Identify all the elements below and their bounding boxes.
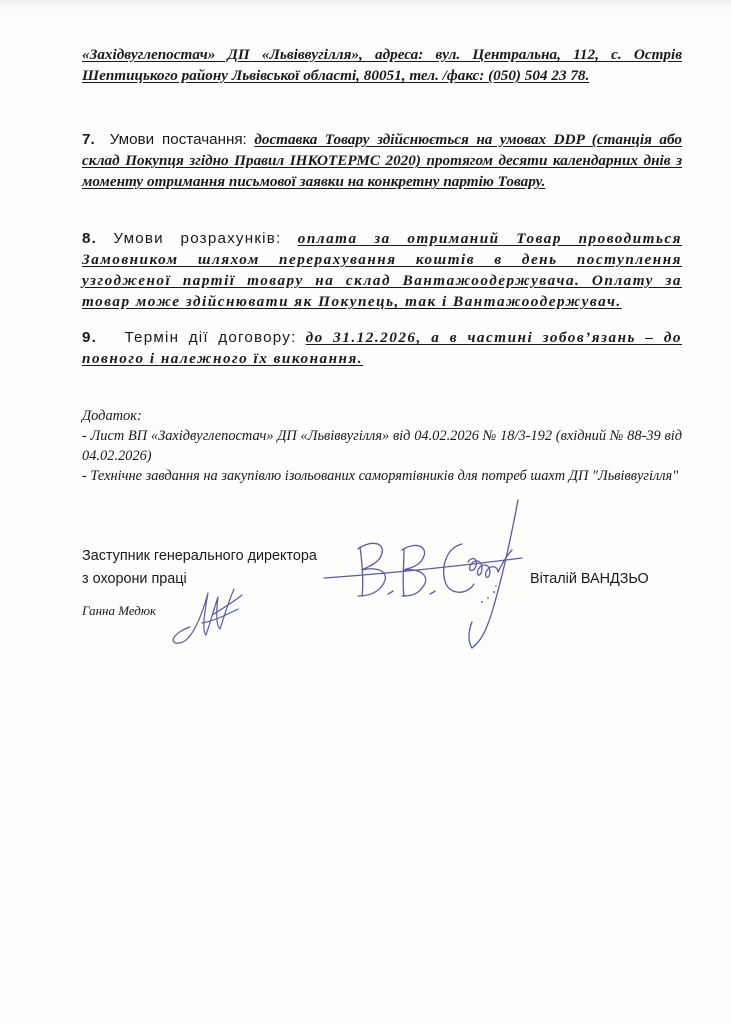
attachment-item-letter: - Лист ВП «Західвуглепостач» ДП «Львіввугілля» від 04.02.2026 № 18/3-192 (вхідний № 88-39 від 04.02.2026): [82, 428, 682, 464]
payment-terms-paragraph: [82, 228, 682, 312]
item-label: Умови розрахунків:: [113, 230, 282, 247]
contract-term-text: до 31.12.2026, а в частині зобов’язань – до повного і належного їх виконання.: [82, 329, 682, 367]
director-signature-icon: [322, 492, 532, 652]
item-label: Термін дії договору:: [124, 329, 297, 346]
document-author-name: Ганна Медюк: [82, 603, 157, 618]
contract-term-paragraph: [82, 327, 682, 369]
attachment-item-technical-spec: - Технічне завдання на закупівлю ізольованих саморятівників для потреб шахт ДП "Львіввугілля": [82, 468, 679, 484]
supplier-address-paragraph: [82, 44, 682, 86]
supplier-address-text: «Західвуглепостач» ДП «Львіввугілля», адреса: вул. Центральна, 112, с. Острів Шептицького району Львівської області, 80051, тел. /факс: (050) 504 23 78.: [82, 46, 682, 84]
signer-position-line1: Заступник генерального директора: [82, 548, 317, 564]
scan-edge-shadow: [0, 0, 731, 12]
item-number: 7.: [82, 131, 95, 148]
payment-terms-text: оплата за отриманий Товар проводиться Замовником шляхом перерахування коштів в день поступлення узгодженої партії товару на склад Вантажоодержувача. Оплату за товар може здійснювати як Покупець, так і Вантажоодержувач.: [82, 230, 682, 310]
item-label: Умови постачання:: [109, 131, 247, 148]
signer-name: Віталій ВАНДЗЬО: [530, 571, 649, 587]
attachment-heading: Додаток:: [82, 408, 142, 424]
item-number: 8.: [82, 230, 98, 247]
delivery-terms-paragraph: [82, 129, 682, 192]
item-number: 9.: [82, 329, 98, 346]
delivery-terms-text: доставка Товару здійснюється на умовах DDP (станція або склад Покупця згідно Правил ІНКОТЕРМС 2020) протягом десяти календарних днів з моменту отримання письмової заявки на конкретну партію Товару.: [82, 131, 683, 190]
signer-position-line2: з охорони праці: [82, 571, 187, 587]
attachment-section: [82, 406, 682, 486]
